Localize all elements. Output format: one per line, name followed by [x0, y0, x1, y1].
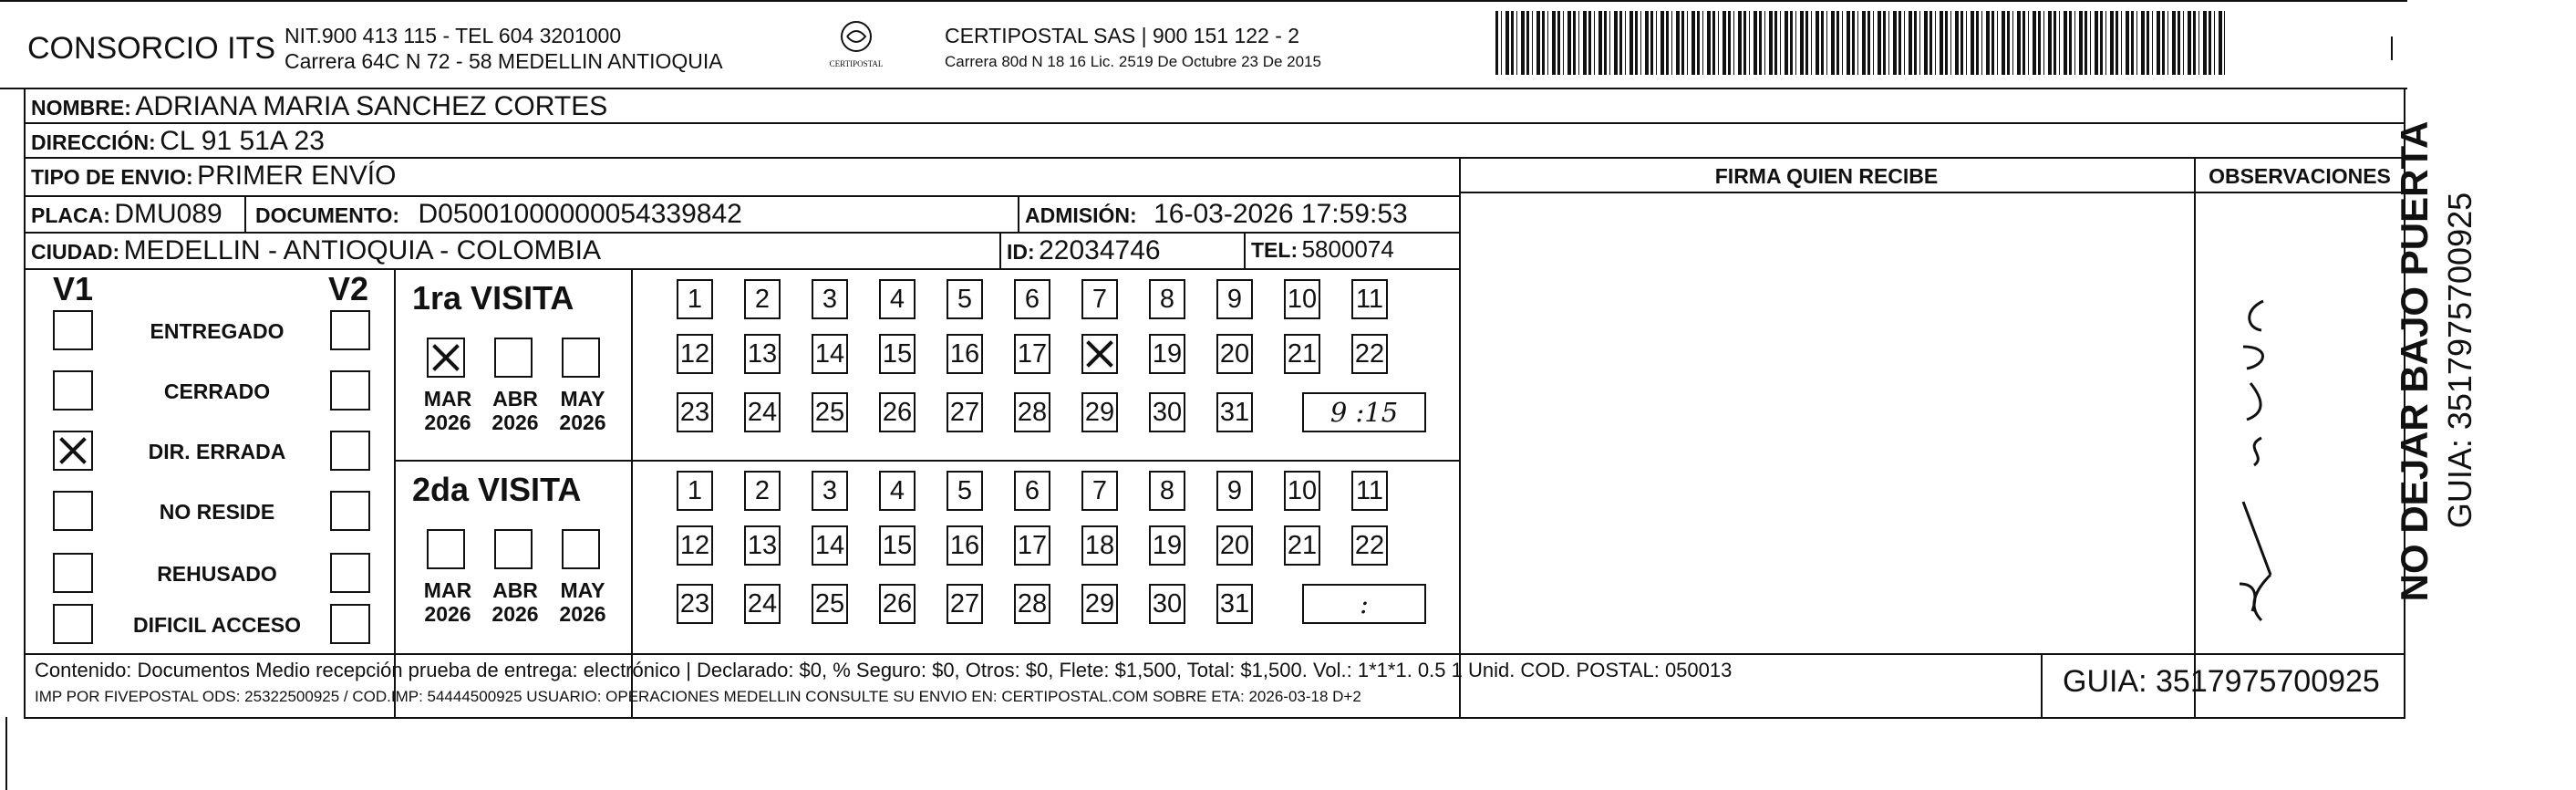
visita2-day-box[interactable]: 29: [1081, 584, 1118, 624]
visita2-day-box[interactable]: 26: [879, 584, 916, 624]
visita2-day-box[interactable]: 20: [1216, 525, 1253, 566]
tel-label: TEL:: [1251, 238, 1298, 262]
visita1-day-box[interactable]: 7: [1081, 279, 1118, 319]
company-name: CONSORCIO ITS: [27, 31, 276, 66]
visita2-day-box[interactable]: 13: [744, 525, 781, 566]
footer-contenido: Contenido: Documentos Medio recepción prueba de entrega: electrónico | Declarado: $0, % Seguro: $0, Otros: $0, Flete: $1,500, Total: $1,500. Vol.: 1*1*1. 0.5 1 Unid. COD. POSTAL: 050013: [35, 659, 1733, 681]
visita2-month-checkbox[interactable]: [562, 529, 600, 569]
nombre-label: NOMBRE:: [31, 96, 131, 120]
visita2-day-box[interactable]: 1: [677, 471, 713, 511]
placa-field: [31, 199, 222, 230]
direccion-label: DIRECCIÓN:: [31, 130, 156, 154]
admision-field: [1025, 199, 1408, 230]
visita1-month-label: MAY 2026: [559, 387, 606, 434]
visita2-day-box[interactable]: 10: [1284, 471, 1320, 511]
nombre-value: ADRIANA MARIA SANCHEZ CORTES: [135, 91, 608, 121]
visita2-month-checkbox[interactable]: [494, 529, 533, 569]
footer-imp: IMP POR FIVEPOSTAL ODS: 25322500925 / COD.IMP: 54444500925 USUARIO: OPERACIONES MEDELLIN CONSULTE SU ENVIO EN: CERTIPOSTAL.COM SOBRE ETA: 2026-03-18 D+2: [35, 688, 1361, 705]
v1-checkbox[interactable]: [53, 604, 93, 644]
visita2-title: 2da VISITA: [412, 471, 582, 508]
visita1-day-box[interactable]: 13: [744, 334, 781, 374]
visita1-day-box[interactable]: 31: [1216, 392, 1253, 432]
visita1-month-checkbox[interactable]: [494, 338, 533, 378]
visita2-month-label: ABR 2026: [491, 578, 539, 626]
visita2-day-box[interactable]: 25: [812, 584, 848, 624]
visita1-day-box[interactable]: 12: [677, 334, 713, 374]
visita2-day-box[interactable]: 30: [1149, 584, 1185, 624]
visita1-day-box[interactable]: 27: [947, 392, 983, 432]
visita1-day-box[interactable]: 25: [812, 392, 848, 432]
status-option-label: CERRADO: [163, 379, 271, 403]
ciudad-label: CIUDAD:: [31, 240, 120, 264]
ciudad-field: [31, 235, 601, 266]
visita1-title: 1ra VISITA: [412, 279, 574, 317]
visita2-month-label: MAR 2026: [423, 578, 472, 626]
visita2-day-box[interactable]: 7: [1081, 471, 1118, 511]
visita1-month-checkbox[interactable]: [562, 338, 600, 378]
visita2-time-box[interactable]: :: [1302, 584, 1426, 624]
status-option-label: REHUSADO: [157, 562, 277, 586]
visita2-day-box[interactable]: 19: [1149, 525, 1185, 566]
placa-label: PLACA:: [31, 203, 110, 227]
v2-checkbox[interactable]: [330, 310, 370, 350]
visita1-day-box[interactable]: 3: [812, 279, 848, 319]
admision-value: 16-03-2026 17:59:53: [1154, 199, 1408, 229]
visita1-day-box[interactable]: 11: [1351, 279, 1388, 319]
visita2-day-box[interactable]: 4: [879, 471, 916, 511]
tipo-row: [31, 161, 396, 192]
visita1-day-box[interactable]: 1: [677, 279, 713, 319]
visita1-day-box[interactable]: 17: [1014, 334, 1050, 374]
visita2-month-label: MAY 2026: [559, 578, 606, 626]
side-panel: [2380, 120, 2489, 617]
visita1-day-box[interactable]: 30: [1149, 392, 1185, 432]
company-nit: NIT.900 413 115 - TEL 604 3201000: [284, 24, 622, 47]
v2-checkbox[interactable]: [330, 491, 370, 531]
visita1-day-box[interactable]: 26: [879, 392, 916, 432]
margin-line: [5, 717, 7, 790]
visita2-day-box[interactable]: 6: [1014, 471, 1050, 511]
carrier-address: Carrera 80d N 18 16 Lic. 2519 De Octubre 23 De 2015: [945, 53, 1321, 70]
v1-checkbox[interactable]: [53, 491, 93, 531]
form-bottom-border: [24, 717, 2405, 719]
placa-value: DMU089: [114, 199, 222, 229]
tipo-value: PRIMER ENVÍO: [197, 161, 397, 191]
footer-guia: GUIA: 3517975700925: [2063, 664, 2380, 699]
tel-value: 5800074: [1301, 235, 1394, 263]
tel-field: [1251, 235, 1394, 264]
id-value: 22034746: [1039, 235, 1161, 265]
visita1-day-box[interactable]: 15: [879, 334, 916, 374]
visita2-day-box[interactable]: 2: [744, 471, 781, 511]
firma-label: FIRMA QUIEN RECIBE: [1714, 164, 1939, 188]
visita2-day-box[interactable]: 9: [1216, 471, 1253, 511]
visita2-day-box[interactable]: 27: [947, 584, 983, 624]
v2-checkbox[interactable]: [330, 604, 370, 644]
visita1-day-box[interactable]: 24: [744, 392, 781, 432]
visita1-day-box[interactable]: 16: [947, 334, 983, 374]
visita1-time-box[interactable]: 9 :15: [1302, 392, 1426, 432]
visita2-day-box[interactable]: 18: [1081, 525, 1118, 566]
logo-text: CERTIPOSTAL: [829, 59, 884, 68]
form-left-border: [24, 88, 26, 719]
status-option-label: ENTREGADO: [150, 319, 284, 343]
visita1-month-checkbox[interactable]: [427, 338, 465, 378]
visita1-day-box[interactable]: 4: [879, 279, 916, 319]
visita1-day-box[interactable]: 22: [1351, 334, 1388, 374]
visita1-day-box[interactable]: 8: [1149, 279, 1185, 319]
visita2-day-box[interactable]: 14: [812, 525, 848, 566]
documento-field: [255, 199, 742, 230]
company-address: Carrera 64C N 72 - 58 MEDELLIN ANTIOQUIA: [284, 49, 723, 73]
visita1-day-box[interactable]: 29: [1081, 392, 1118, 432]
no-dejar-warning: NO DEJAR BAJO PUERTA: [2393, 120, 2436, 602]
visita2-day-box[interactable]: 15: [879, 525, 916, 566]
logo-icon: [838, 18, 874, 55]
visita2-month-checkbox[interactable]: [427, 529, 465, 569]
visita2-day-box[interactable]: 3: [812, 471, 848, 511]
visita1-day-box[interactable]: 23: [677, 392, 713, 432]
visita2-day-box[interactable]: 23: [677, 584, 713, 624]
visita1-day-box[interactable]: 14: [812, 334, 848, 374]
top-border: [0, 0, 2407, 2]
status-option-label: DIFICIL ACCESO: [132, 613, 301, 637]
visita1-day-box[interactable]: 5: [947, 279, 983, 319]
v2-checkbox[interactable]: [330, 431, 370, 471]
v1-checkbox[interactable]: [53, 310, 93, 350]
documento-value: D05001000000054339842: [418, 199, 742, 229]
visita1-day-box[interactable]: 10: [1284, 279, 1320, 319]
header-tick: [2391, 36, 2393, 60]
barcode: [1495, 11, 2225, 75]
documento-label: DOCUMENTO:: [255, 203, 400, 227]
carrier-name: CERTIPOSTAL SAS | 900 151 122 - 2: [945, 24, 1300, 47]
visita2-day-box[interactable]: 8: [1149, 471, 1185, 511]
visita2-day-box[interactable]: 24: [744, 584, 781, 624]
admision-label: ADMISIÓN:: [1025, 203, 1137, 227]
v1-checkbox[interactable]: [53, 431, 93, 471]
id-label: ID:: [1007, 240, 1035, 264]
header-divider: [0, 88, 2407, 89]
certipostal-logo: [824, 18, 888, 68]
visita2-day-box[interactable]: 31: [1216, 584, 1253, 624]
v2-checkbox[interactable]: [330, 370, 370, 411]
v1-checkbox[interactable]: [53, 370, 93, 411]
visita2-day-box[interactable]: 21: [1284, 525, 1320, 566]
visita1-day-box[interactable]: 21: [1284, 334, 1320, 374]
v2-checkbox[interactable]: [330, 553, 370, 593]
direccion-value: CL 91 51A 23: [160, 126, 325, 156]
visita2-day-box[interactable]: 16: [947, 525, 983, 566]
visita1-day-box[interactable]: 9: [1216, 279, 1253, 319]
ciudad-value: MEDELLIN - ANTIOQUIA - COLOMBIA: [123, 235, 601, 265]
status-option-label: NO RESIDE: [159, 500, 275, 524]
visita2-day-box[interactable]: 28: [1014, 584, 1050, 624]
visita1-day-box[interactable]: 19: [1149, 334, 1185, 374]
visita2-day-box[interactable]: 11: [1351, 471, 1388, 511]
visita1-month-label: MAR 2026: [423, 387, 472, 434]
visita1-day-box[interactable]: 6: [1014, 279, 1050, 319]
tipo-label: TIPO DE ENVIO:: [31, 165, 193, 189]
v1-label: V1: [53, 270, 94, 307]
direccion-row: [31, 126, 325, 157]
v1-checkbox[interactable]: [53, 553, 93, 593]
id-field: [1007, 235, 1161, 266]
visita2-day-box[interactable]: 22: [1351, 525, 1388, 566]
side-guia: GUIA: 3517975700925: [2441, 192, 2478, 529]
status-option-label: DIR. ERRADA: [148, 440, 286, 463]
handwritten-signature: [2207, 274, 2316, 639]
visita2-day-box[interactable]: 12: [677, 525, 713, 566]
visita1-day-box[interactable]: 2: [744, 279, 781, 319]
visita1-day-box-marked[interactable]: [1081, 334, 1118, 374]
visita1-day-box[interactable]: 28: [1014, 392, 1050, 432]
nombre-row: [31, 91, 607, 122]
v2-label: V2: [328, 270, 369, 307]
visita2-day-box[interactable]: 17: [1014, 525, 1050, 566]
visita1-day-box[interactable]: 20: [1216, 334, 1253, 374]
visita1-month-label: ABR 2026: [491, 387, 539, 434]
visita2-day-box[interactable]: 5: [947, 471, 983, 511]
observaciones-label: OBSERVACIONES: [2209, 164, 2391, 188]
